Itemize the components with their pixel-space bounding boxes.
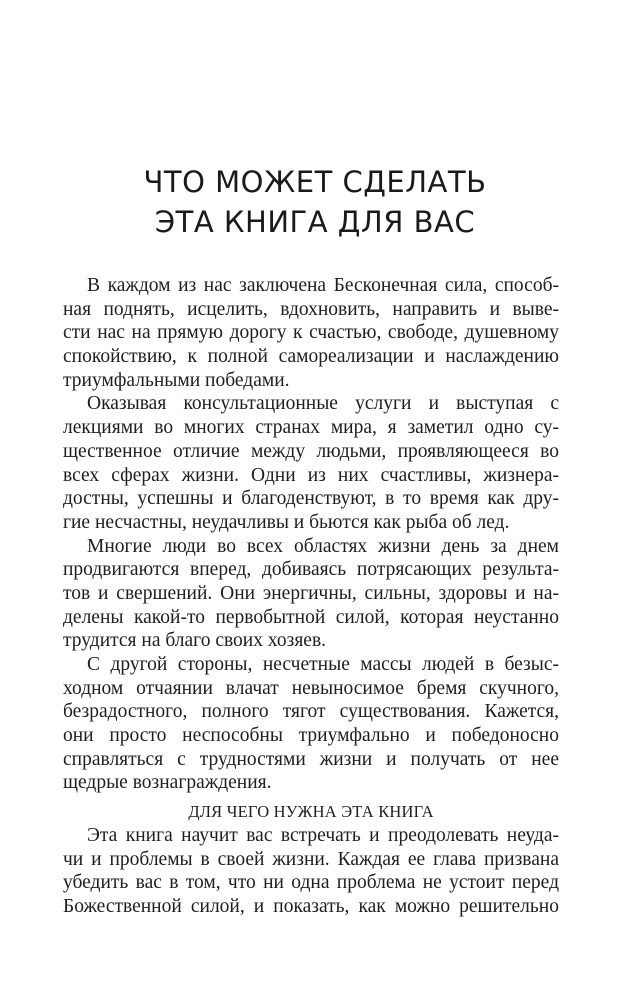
paragraph	[63, 392, 559, 534]
text-line: гие несчастны, неудачливы и бьются как рыба об лед.	[63, 511, 510, 533]
text-line: делены какой-то первобытной силой, которая неустанно	[63, 606, 559, 628]
paragraphs-before	[63, 274, 559, 795]
text-line: щедрые вознаграждения.	[63, 772, 272, 794]
chapter-title-line: ЧТО МОЖЕТ СДЕЛАТЬ	[143, 165, 487, 199]
paragraph	[63, 274, 559, 392]
text-line: они просто неспособны триумфально и победоносно	[63, 725, 559, 747]
section-subheading: ДЛЯ ЧЕГО НУЖНА ЭТА КНИГА	[188, 802, 434, 822]
text-line: Оказывая консультационные услуги и выступая с	[87, 393, 559, 415]
text-line: триумфальными победами.	[63, 369, 290, 391]
paragraph	[63, 535, 559, 653]
text-line: С другой стороны, несчетные массы людей в безыс-	[87, 654, 559, 675]
text-line: лекциями во многих странах мира, я заметил одно су-	[63, 417, 559, 439]
text-line: Божественной силой, и показать, как можно решительно	[63, 895, 559, 917]
chapter-title	[0, 162, 630, 242]
text-line: справляться с трудностями жизни и получать от нее	[63, 748, 559, 770]
text-line: Эта книга научит вас встречать и преодолевать неуда-	[87, 824, 559, 846]
text-line: щественное отличие между людьми, проявляющееся во	[63, 440, 559, 462]
text-line: продвигаются вперед, добиваясь потрясающих результа-	[63, 559, 559, 581]
text-line: тов и свершений. Они энергичны, сильны, здоровы и на-	[63, 582, 559, 604]
text-line: безрадостного, полного тягот существования. Кажется,	[63, 701, 559, 723]
text-line: чи и проблемы в своей жизни. Каждая ее глава призвана	[63, 848, 559, 870]
chapter-body	[63, 274, 559, 919]
text-line: В каждом из нас заключена Бесконечная сила, способ-	[87, 275, 559, 296]
text-line: сти нас на прямую дорогу к счастью, свободе, душевному	[63, 322, 559, 344]
paragraph	[63, 653, 559, 795]
text-line: Многие люди во всех областях жизни день за днем	[87, 535, 559, 557]
text-line: ная поднять, исцелить, вдохновить, направить и выве-	[63, 298, 559, 320]
paragraph	[63, 824, 559, 919]
text-line: убедить вас в том, что ни одна проблема не устоит перед	[63, 872, 559, 894]
text-line: достны, успешны и благоденствуют, в то время как дру-	[63, 488, 559, 510]
paragraphs-after	[63, 824, 559, 919]
text-line: трудится на благо своих хозяев.	[63, 630, 327, 652]
text-line: спокойствию, к полной самореализации и наслаждению	[63, 346, 559, 368]
chapter-title-line: ЭТА КНИГА ДЛЯ ВАС	[154, 205, 476, 239]
text-line: ходном отчаянии влачат невыносимое бремя скучного,	[63, 677, 559, 699]
text-line: всех сферах жизни. Одни из них счастливы, жизнера-	[63, 464, 559, 486]
